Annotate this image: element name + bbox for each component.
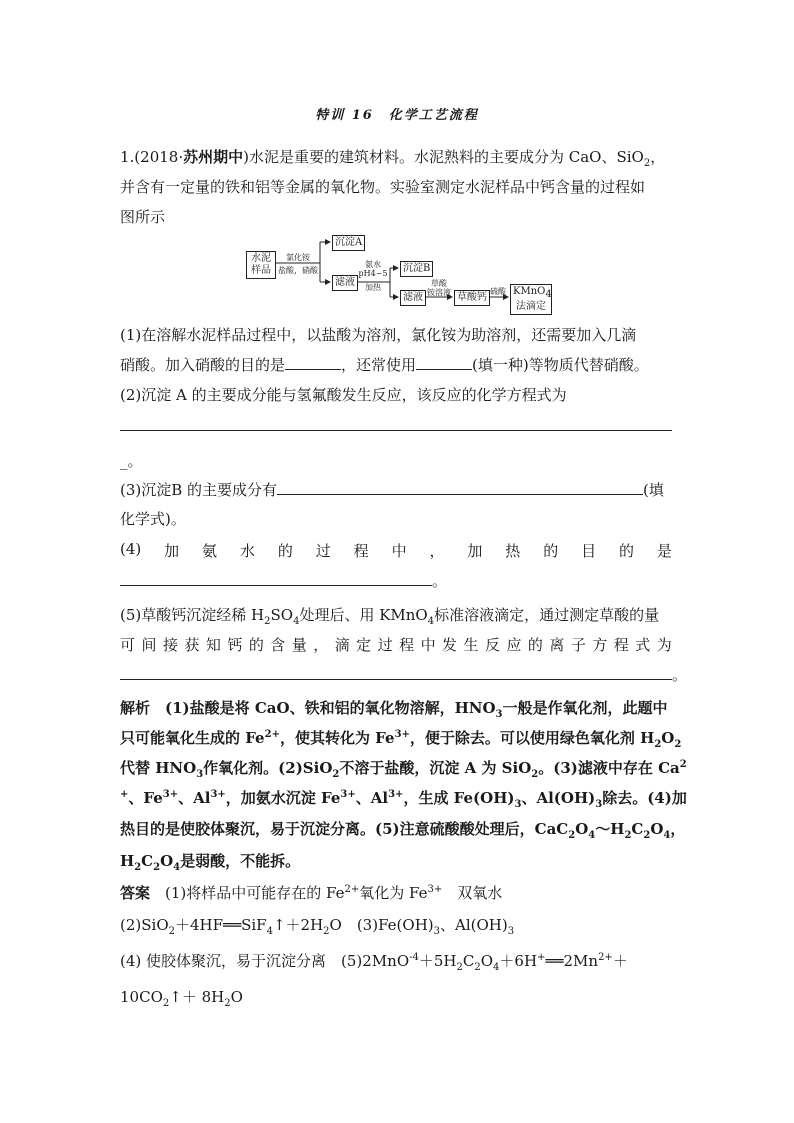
justified-word: ， <box>429 542 445 560</box>
justified-word: 的 <box>277 542 293 560</box>
answer-text: 双氧水 <box>442 884 503 902</box>
superscript: + <box>537 952 546 963</box>
subscript: 2 <box>654 739 662 750</box>
subscript: 2 <box>153 862 161 873</box>
answer-blank[interactable] <box>416 355 472 370</box>
superscript: -4 <box>409 952 419 963</box>
subscript: 2 <box>456 962 463 973</box>
justified-word: 加 <box>164 542 180 560</box>
reagent-text: 盐酸，硝酸 <box>278 266 318 275</box>
subscript: 3 <box>514 799 522 810</box>
subscript: 2 <box>168 926 175 937</box>
titration-box <box>510 284 552 315</box>
analysis-text: 热目的是使胶体聚沉，易于沉淀分离。(5)注意硫酸酸处理后，CaC <box>120 820 569 838</box>
justified-word: 定 <box>356 636 372 654</box>
reagent-text: 氯化铵 <box>286 253 310 262</box>
justified-word: 钙 <box>227 636 243 654</box>
analysis-text: (1)盐酸是将 CaO、铁和铝的氧化物溶解，HNO <box>150 699 496 717</box>
reagent-label-b <box>358 260 388 292</box>
justified-word: 可 <box>120 636 136 654</box>
answer-text: ＋6H <box>499 952 538 970</box>
part-3-line-2: 化学式)。 <box>120 510 186 528</box>
box-text: 法滴定 <box>516 301 546 312</box>
part-text: 硝酸。加入硝酸的目的是 <box>120 356 286 374</box>
subscript: 2 <box>134 862 142 873</box>
subscript: 2 <box>323 926 330 937</box>
sample-box <box>246 251 276 279</box>
analysis-text: 是弱酸，不能拆。 <box>180 852 301 870</box>
answer-text: 、Al(OH) <box>440 916 508 934</box>
answer-line-2 <box>120 914 514 937</box>
superscript: 3+ <box>162 789 179 800</box>
part-1-line-1: (1)在溶解水泥样品过程中，以盐酸为溶剂，氯化铵为助溶剂，还需要加入几滴 <box>120 326 637 344</box>
answer-text: O <box>480 952 494 970</box>
analysis-text: 不溶于盐酸，沉淀 A 为 SiO <box>339 759 532 777</box>
analysis-text: ，便于除去。可以使用绿色氧化剂 H <box>409 729 655 747</box>
justified-word: 式 <box>635 636 651 654</box>
justified-word: 发 <box>442 636 458 654</box>
reagent-text: pH4~5 <box>358 269 388 278</box>
superscript: 2+ <box>598 952 613 963</box>
box-text: KMnO <box>513 286 546 297</box>
subscript: 3 <box>595 799 603 810</box>
superscript: 2+ <box>344 884 360 895</box>
justified-word: 方 <box>592 636 608 654</box>
justified-word: 的 <box>248 636 264 654</box>
subscript: 3 <box>196 769 204 780</box>
analysis-text: 、Al(OH) <box>521 789 596 807</box>
superscript: 2 <box>679 759 687 770</box>
part-1-line-2 <box>120 354 649 375</box>
box-text: 样品 <box>251 265 271 276</box>
superscript: 3+ <box>340 789 356 800</box>
answer-text: O <box>230 988 243 1006</box>
subscript: 4 <box>427 616 435 627</box>
analysis-text: H <box>120 852 135 870</box>
analysis-text: O <box>661 729 675 747</box>
analysis-line-6 <box>120 850 300 873</box>
superscript: 3+ <box>210 789 226 800</box>
reagent-label-a2 <box>274 266 322 275</box>
justified-word: 反 <box>484 636 500 654</box>
analysis-text: ，加氨水沉淀 Fe <box>225 789 341 807</box>
justified-word: 间 <box>141 636 157 654</box>
part-2-end: _。 <box>120 452 143 470</box>
subscript: 4 <box>545 289 552 300</box>
subscript: 2 <box>162 998 170 1009</box>
part-text: (填 <box>643 481 664 499</box>
justified-word: 过 <box>315 542 331 560</box>
analysis-text: ，生成 Fe(OH) <box>403 789 515 807</box>
part-text: 。 <box>672 666 688 684</box>
process-flow-diagram <box>246 234 556 312</box>
analysis-text: O <box>575 820 589 838</box>
subscript: 2 <box>674 739 682 750</box>
analysis-line-3 <box>120 757 687 780</box>
superscript: 3+ <box>427 884 443 895</box>
subscript: 4 <box>173 862 181 873</box>
question-intro-line-2: 并含有一定量的铁和铝等金属的氧化物。实验室测定水泥样品中钙含量的过程如 <box>120 178 646 196</box>
part-text: ，还常使用 <box>341 356 417 374</box>
subscript: 4 <box>293 616 300 627</box>
part-text: (填一种)等物质代替硝酸。 <box>472 356 649 374</box>
answer-text: 氧化为 Fe <box>359 884 428 902</box>
justified-word: 接 <box>162 636 178 654</box>
subscript: 3 <box>433 926 440 937</box>
reagent-text: 氨水 <box>365 260 381 269</box>
justified-word: 中 <box>391 542 407 560</box>
analysis-text: 代替 HNO <box>120 759 197 777</box>
part-text: (3)沉淀B 的主要成分有 <box>120 481 278 499</box>
justified-word: 程 <box>399 636 415 654</box>
part-5-line-2 <box>120 634 672 655</box>
part-4-line-2 <box>120 570 447 591</box>
part-3-line-1 <box>120 479 664 500</box>
analysis-label: 解析 <box>120 699 151 717</box>
answer-blank[interactable] <box>120 571 432 586</box>
justified-word: 是 <box>656 542 672 560</box>
analysis-text: 作氧化剂。(2)SiO <box>203 759 333 777</box>
superscript: + <box>120 789 129 800</box>
part-5-line-3 <box>120 664 687 685</box>
filtrate-2-box: 滤液 <box>400 290 426 306</box>
superscript: 3+ <box>394 729 410 740</box>
part-text: 标准溶液滴定，通过测定草酸的量 <box>434 606 660 624</box>
subscript: 2 <box>531 769 539 780</box>
answer-line-1 <box>120 882 502 903</box>
analysis-text: 、Al <box>178 789 211 807</box>
justified-word: (4) <box>120 540 142 558</box>
reagent-text: 加热 <box>365 283 381 292</box>
reagent-label-d: 硫酸 <box>490 287 506 296</box>
analysis-line-1 <box>120 697 668 720</box>
question-source: 苏州期中 <box>183 148 244 166</box>
answer-text: ＋4HF══SiF <box>175 916 267 934</box>
part-4-line-1 <box>120 540 672 561</box>
precipitate-b-box: 沉淀B <box>400 261 433 277</box>
justified-word: 含 <box>270 636 286 654</box>
justified-word: 的 <box>619 542 635 560</box>
subscript: 4 <box>663 830 671 841</box>
justified-word: 加 <box>467 542 483 560</box>
analysis-text: O <box>160 852 174 870</box>
justified-word: 的 <box>543 542 559 560</box>
part-5-line-1 <box>120 604 659 627</box>
subscript: 2 <box>643 830 651 841</box>
analysis-line-5 <box>120 818 685 841</box>
justified-word: 中 <box>420 636 436 654</box>
superscript: 3+ <box>388 789 404 800</box>
subscript: 2 <box>224 998 231 1009</box>
justified-word: 的 <box>527 636 543 654</box>
justified-word: 热 <box>505 542 521 560</box>
subscript: 3 <box>507 926 515 937</box>
justified-word: 知 <box>205 636 221 654</box>
analysis-text: C <box>631 820 644 838</box>
part-text: SO <box>270 606 294 624</box>
box-text <box>513 286 552 301</box>
analysis-text: 一般是作氧化剂，此题中 <box>502 699 668 717</box>
answer-blank[interactable] <box>277 480 643 495</box>
answer-line-4 <box>120 986 243 1009</box>
justified-word: 为 <box>656 636 672 654</box>
justified-word: 量 <box>291 636 307 654</box>
justified-word: 获 <box>184 636 200 654</box>
box-text: 水泥 <box>251 253 271 264</box>
answer-rule[interactable] <box>120 430 672 431</box>
analysis-text: C <box>141 852 154 870</box>
analysis-text: ，使其转化为 Fe <box>279 729 395 747</box>
subscript: 2 <box>643 158 651 169</box>
answer-label: 答案 <box>120 884 151 902</box>
part-text: (5)草酸钙沉淀经稀 H <box>120 606 265 624</box>
justified-word: 生 <box>463 636 479 654</box>
analysis-text: 除去。(4)加 <box>602 789 687 807</box>
analysis-text: O <box>650 820 664 838</box>
justified-word: 程 <box>353 542 369 560</box>
part-2-line-1: (2)沉淀 A 的主要成分能与氢氟酸发生反应，该反应的化学方程式为 <box>120 386 567 404</box>
analysis-text: ， <box>670 820 686 838</box>
subscript: 4 <box>266 926 273 937</box>
justified-word: 应 <box>506 636 522 654</box>
question-number: 1.(2018· <box>120 148 184 166</box>
justified-word: 离 <box>549 636 565 654</box>
question-intro-line-1 <box>120 146 665 169</box>
analysis-text: 、Fe <box>128 789 163 807</box>
answer-text: ↑＋ 8H <box>169 988 225 1006</box>
answer-text: ＋ <box>612 952 628 970</box>
part-text: 。 <box>432 572 448 590</box>
filtrate-1-box: 滤液 <box>332 275 358 291</box>
justified-word: 子 <box>570 636 586 654</box>
analysis-text: ～H <box>595 820 625 838</box>
calcium-oxalate-box: 草酸钙 <box>454 290 490 306</box>
justified-word: 过 <box>377 636 393 654</box>
reagent-text: 草酸 <box>431 279 447 288</box>
justified-word: 氨 <box>202 542 218 560</box>
intro-text: )水泥是重要的建筑材料。水泥熟料的主要成分为 CaO、SiO <box>243 148 644 166</box>
page-title: 特训 16 化学工艺流程 <box>315 108 479 123</box>
subscript: 2 <box>568 830 576 841</box>
answer-text: (4) 使胶体聚沉，易于沉淀分离 (5)2MnO <box>120 952 410 970</box>
analysis-text: 、Al <box>355 789 389 807</box>
justified-word: 水 <box>239 542 255 560</box>
reagent-label-c <box>426 279 452 297</box>
subscript: 2 <box>332 769 340 780</box>
answer-text: (1)将样品中可能存在的 Fe <box>150 884 345 902</box>
answer-text: C <box>462 952 475 970</box>
reagent-label-a <box>276 253 320 262</box>
justified-word: ， <box>313 636 329 654</box>
part-text: 处理后、用 KMnO <box>299 606 428 624</box>
justified-word: 程 <box>613 636 629 654</box>
answer-text: (2)SiO <box>120 916 169 934</box>
analysis-line-2 <box>120 727 681 750</box>
analysis-text: 。(3)滤液中存在 Ca <box>538 759 680 777</box>
justified-word: 目 <box>581 542 597 560</box>
answer-text: 10CO <box>120 988 163 1006</box>
precipitate-a-box: 沉淀A <box>332 235 365 251</box>
subscript: 2 <box>264 616 271 627</box>
reagent-text: 铵溶液 <box>427 288 451 297</box>
answer-blank[interactable] <box>285 355 341 370</box>
analysis-text: 只可能氧化生成的 Fe <box>120 729 265 747</box>
analysis-line-4 <box>120 787 687 810</box>
justified-word: 滴 <box>334 636 350 654</box>
question-intro-line-3: 图所示 <box>120 208 166 226</box>
answer-text: ＋5H <box>418 952 457 970</box>
answer-text: O (3)Fe(OH) <box>329 916 434 934</box>
intro-text: ， <box>650 148 666 166</box>
answer-blank[interactable] <box>120 665 672 680</box>
subscript: 4 <box>493 962 500 973</box>
answer-line-3 <box>120 950 628 973</box>
answer-text: ══2Mn <box>545 952 599 970</box>
subscript: 4 <box>588 830 596 841</box>
superscript: 2+ <box>264 729 280 740</box>
answer-text: ↑＋2H <box>272 916 324 934</box>
subscript: 2 <box>624 830 632 841</box>
subscript: 2 <box>474 962 481 973</box>
subscript: 3 <box>495 709 503 720</box>
